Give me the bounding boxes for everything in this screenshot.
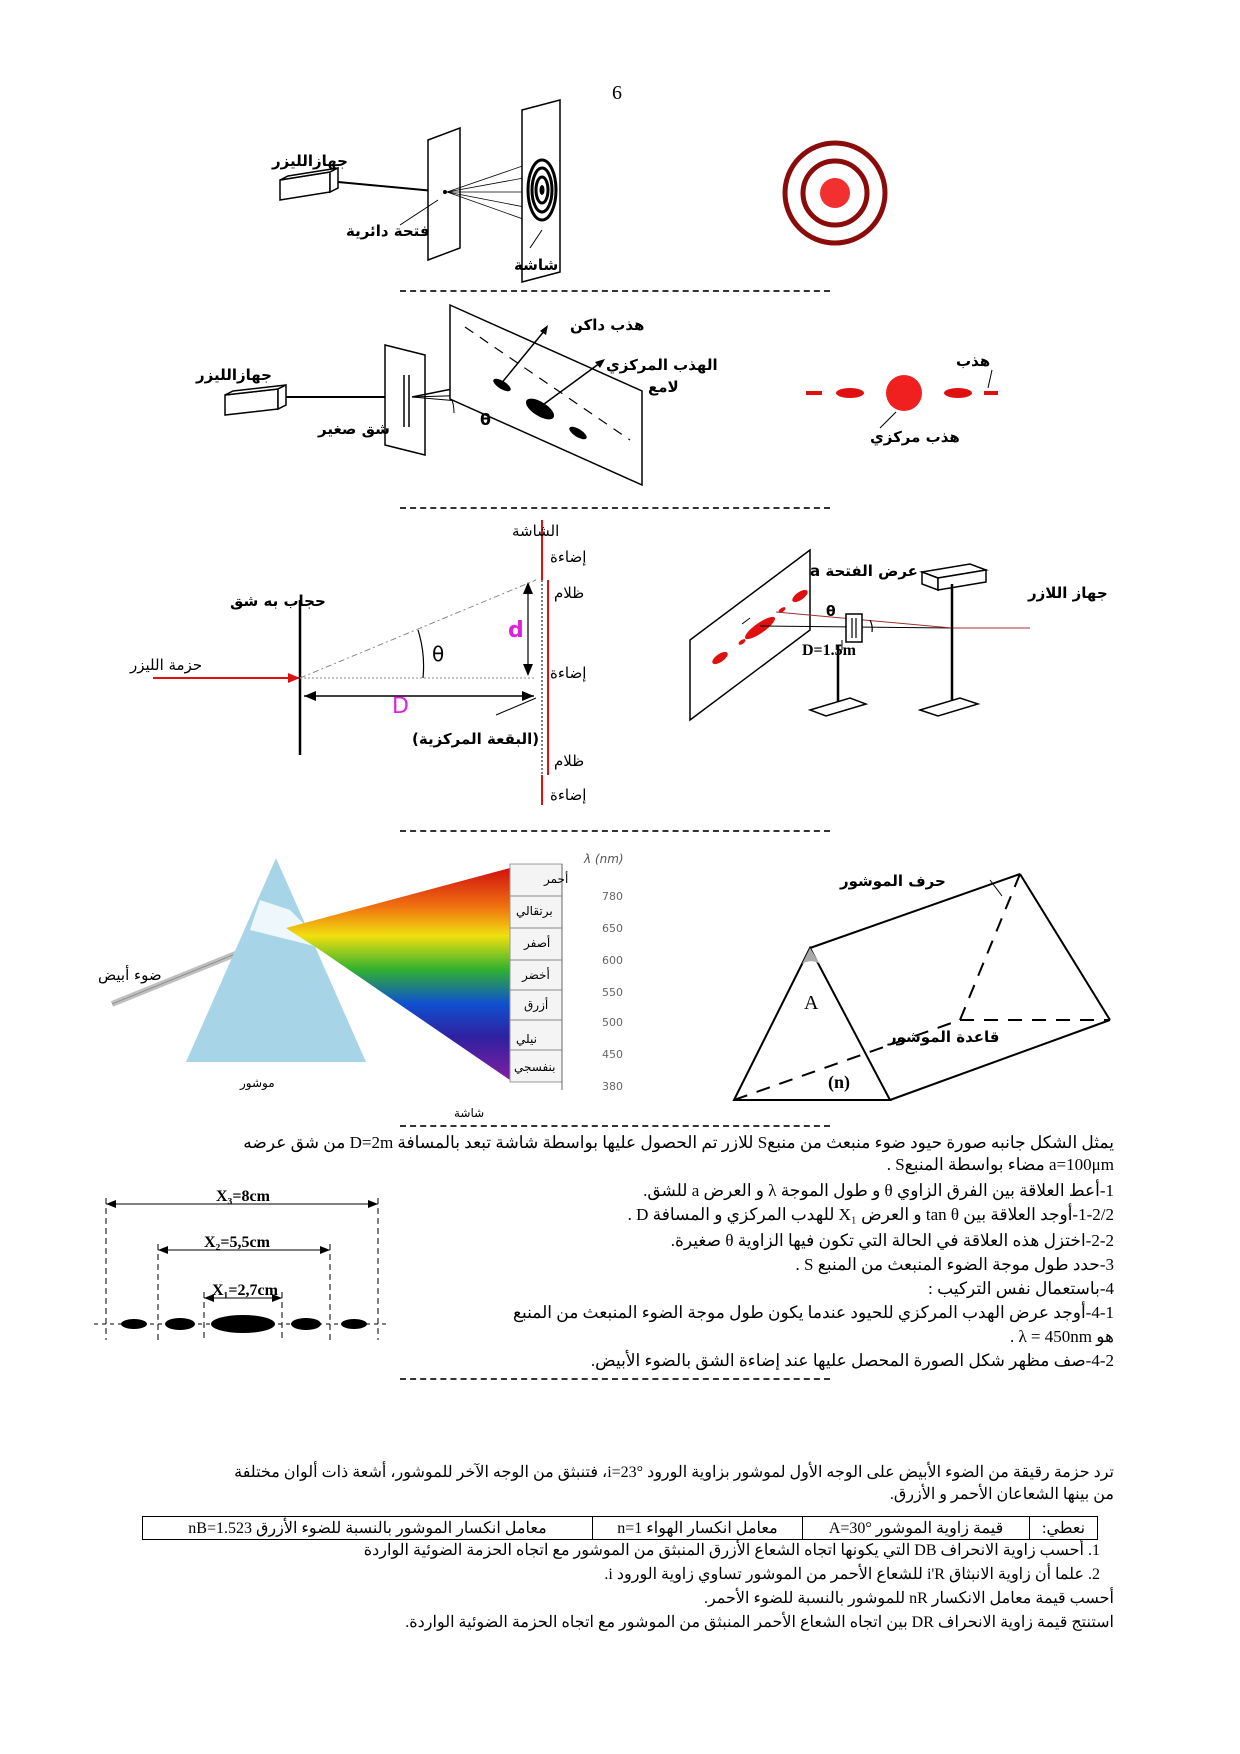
fig4-prism-edge-label: حرف الموشور (840, 872, 946, 890)
ex2-question-4: استنتج قيمة زاوية الانحراف DR بين اتجاه الشعاع الأحمر المنبثق من الموشور مع اتجاه الحزمة الضوئية الواردة. (405, 1614, 1114, 1631)
fig4-wl-450: 450 (602, 1048, 623, 1061)
question-3: 3-حدد طول موجة الضوء المنبعث من المنبع S . (795, 1255, 1114, 1274)
separator (400, 1378, 830, 1380)
question-4-1a: 4-1-أوجد عرض الهدب المركزي للحيود عندما يكون طول موجة الضوء المنبعث من المنبع (512, 1303, 1114, 1322)
fig2-central-label: هذب مركزي (870, 428, 960, 446)
prism-dispersion-diagram (100, 850, 640, 1110)
fig4-color-violet: بنفسجي (514, 1060, 556, 1074)
separator (400, 290, 830, 292)
fig4-white-light-label: ضوء أبيض (98, 966, 162, 984)
fig4-color-red: أحمر (544, 872, 569, 886)
fig3-slit-width-label: عرض الفتحة a (810, 562, 918, 580)
fig2-theta-label: θ (480, 410, 491, 429)
x2-label: X₂=5,5cm (204, 1234, 270, 1251)
fig3-beam-label: حزمة الليزر (130, 656, 203, 674)
fig3-central-spot-label: (البقعة المركزية) (412, 730, 540, 748)
fig2-dark-fringe-label: هذب داكن (570, 316, 645, 334)
fig3-light-label: إضاءة (550, 786, 587, 804)
fig3-theta-label: θ (432, 642, 445, 666)
ex2-question-2: 2. علما أن زاوية الانبثاق i'R للشعاع الأحمر من الموشور تساوي زاوية الورود i. (604, 1566, 1100, 1583)
exercise1-intro-line1: يمثل الشكل جانبه صورة حيود ضوء منبعث من منبعS للازر تم الحصول عليها بواسطة شاشة تبعد بالمسافة D=2m من شق عرضه (243, 1133, 1114, 1152)
fig3-barrier-label: حجاب به شق (230, 592, 326, 610)
fig3-light-label: إضاءة (550, 664, 587, 682)
separator (400, 830, 830, 832)
given-values-table (142, 1516, 1098, 1540)
given-label: نعطي: (1030, 1517, 1098, 1540)
triangular-prism-diagram (720, 860, 1140, 1110)
fig2-central-fringe-label: الهذب المركزي (606, 356, 718, 374)
fig1-laser-label: جهازالليزر (272, 152, 348, 170)
fig1-hole-label: فتحة دائرية (346, 222, 430, 240)
fig4-wl-650: 650 (602, 922, 623, 935)
question-4: 4-باستعمال نفس التركيب : (928, 1279, 1114, 1298)
given-prism-angle: قيمة زاوية الموشور A=30° (803, 1517, 1030, 1540)
circular-aperture-diagram (260, 100, 620, 280)
exercise1-intro-line2: a=100μm مضاء بواسطة المنبعS . (886, 1155, 1114, 1174)
exercise2-intro-line2: من بينها الشعاعان الأحمر و الأزرق. (889, 1486, 1114, 1503)
given-air-index: معامل انكسار الهواء n=1 (592, 1517, 802, 1540)
fig3-D-label: D (392, 694, 409, 719)
fig4-wl-500: 500 (602, 1016, 623, 1029)
exercise2-intro-line1: ترد حزمة رقيقة من الضوء الأبيض على الوجه الأول لموشور بزاوية الورود i=23°، فتنبثق من الوجه الآخر للموشور، أشعة ذات ألوان مختلفة (234, 1464, 1114, 1481)
question-1-2: 1-2/2-أوجد العلاقة بين tan θ و العرض X₁ للهدب المركزي و المسافة D . (627, 1205, 1114, 1224)
fig3-dark-label: ظلام (554, 752, 585, 770)
fig4-prism-label: موشور (240, 1076, 275, 1090)
circular-pattern-icon (780, 138, 890, 248)
fig4-index-n: (n) (828, 1072, 850, 1092)
fig2-bright-label: لامع (648, 378, 679, 396)
fig2-laser-label: جهازالليزر (196, 366, 272, 384)
fig4-color-green: أخضر (522, 968, 550, 982)
page-number: 6 (612, 82, 622, 104)
fig4-wl-780: 780 (602, 890, 623, 903)
fig3-dark-label: ظلام (554, 584, 585, 602)
fig3-d-label: d (508, 618, 524, 643)
x3-label: X₃=8cm (216, 1188, 270, 1205)
fig4-wl-550: 550 (602, 986, 623, 999)
fig4-wl-380: 380 (602, 1080, 623, 1093)
fig3-screen-label: الشاشة (512, 522, 560, 540)
question-1: 1-أعط العلاقة بين الفرق الزاوي θ و طول الموجة λ و العرض a للشق. (643, 1181, 1114, 1200)
separator (400, 507, 830, 509)
fig4-color-indigo: نيلي (516, 1032, 537, 1046)
fig4-angle-A: A (804, 992, 819, 1014)
separator (400, 1125, 830, 1127)
fig3-theta-small-label: θ (826, 604, 836, 620)
question-4-2: 4-2-صف مظهر شكل الصورة المحصل عليها عند إضاءة الشق بالضوء الأبيض. (590, 1351, 1114, 1370)
fig4-wl-600: 600 (602, 954, 623, 967)
laser-setup-diagram (690, 520, 1110, 730)
fig4-color-yellow: أصفر (524, 936, 551, 950)
fringe-pattern-icon (800, 370, 1000, 420)
ex2-question-1: 1. أحسب زاوية الانحراف DB التي يكونها اتجاه الشعاع الأزرق المنبثق من الموشور مع اتجاه الحزمة الضوئية الواردة (363, 1542, 1100, 1559)
fig3-laser-device-label: جهاز اللازر (1028, 584, 1108, 602)
fig4-color-orange: برتقالي (516, 904, 553, 918)
given-blue-index: معامل انكسار الموشور بالنسبة للضوء الأزرق nB=1.523 (143, 1517, 593, 1540)
fig2-slit-label: شق صغير (318, 420, 390, 438)
fig3-distance-label: D=1.5m (802, 642, 856, 659)
x1-label: X₁=2,7cm (212, 1282, 278, 1299)
fig1-screen-label: شاشة (514, 256, 559, 274)
fig2-fringe-label: هذب (956, 352, 991, 370)
fig4-lambda-axis: λ (nm) (584, 852, 624, 866)
fig4-screen-label: شاشة (454, 1106, 485, 1120)
fig3-light-label: إضاءة (550, 548, 587, 566)
question-4-1b: هو λ = 450nm . (1009, 1327, 1114, 1346)
question-2-2: 2-2-اختزل هذه العلاقة في الحالة التي تكون فيها الزاوية θ صغيرة. (670, 1231, 1114, 1250)
fig4-prism-base-label: قاعدة الموشور (888, 1028, 1000, 1046)
fig4-color-blue: أزرق (524, 998, 549, 1012)
ex2-question-3: أحسب قيمة معامل الانكسار nR للموشور بالنسبة للضوء الأحمر. (703, 1590, 1114, 1607)
